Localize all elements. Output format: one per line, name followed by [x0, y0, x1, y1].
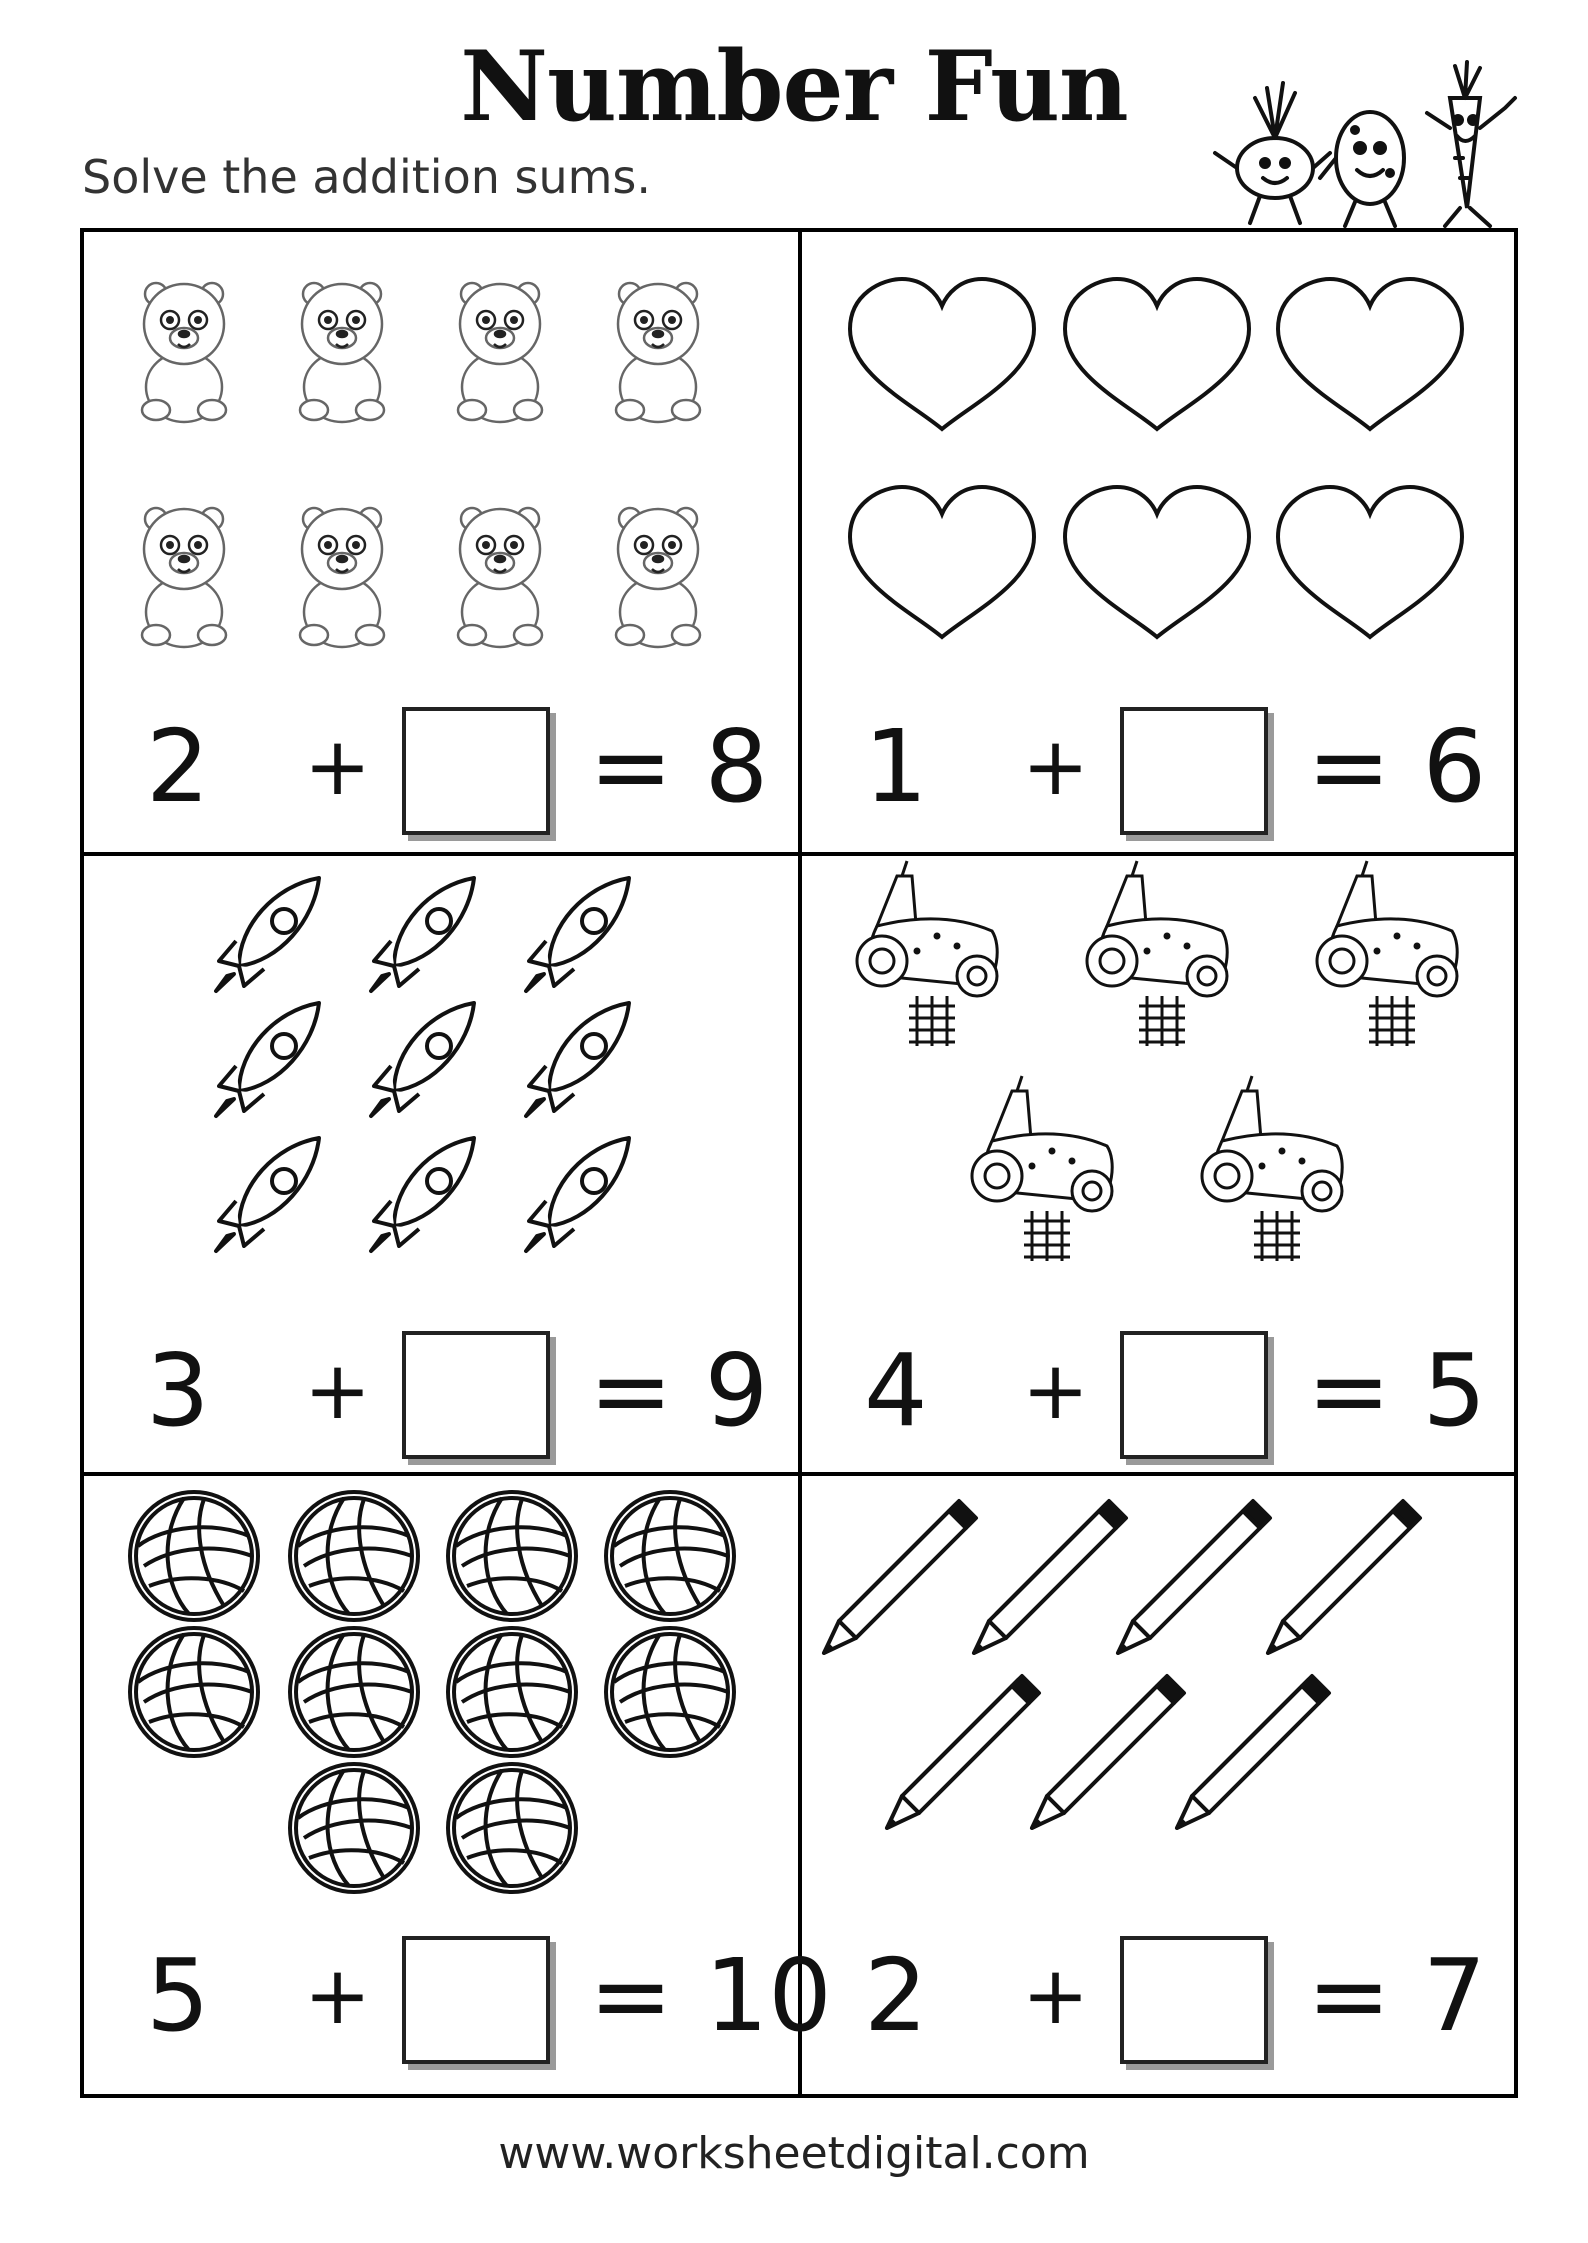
volleyball-icon: [448, 1764, 576, 1892]
heart-icon: [850, 487, 1034, 637]
answer-box[interactable]: [402, 707, 550, 835]
problem-3: [84, 856, 799, 1476]
volleyball-icon: [130, 1628, 258, 1756]
sum: = 7: [1307, 1937, 1487, 2054]
problem-5: [84, 1476, 832, 2096]
volleyball-icon: [290, 1492, 418, 1620]
vegetable-mascots-icon: [1205, 58, 1535, 228]
sum: = 10: [589, 1937, 832, 2054]
volleyball-icon: [290, 1628, 418, 1756]
answer-box[interactable]: [402, 1936, 550, 2064]
problem-1: [84, 232, 799, 852]
volleyball-group: [84, 1476, 799, 1936]
problem-grid: [80, 228, 1518, 2098]
instructions: Solve the addition sums.: [82, 150, 652, 204]
heart-icon: [1065, 487, 1249, 637]
plus-sign: +: [304, 1344, 372, 1437]
spring-rider-icon: [857, 861, 997, 1046]
sum: = 5: [1307, 1332, 1487, 1449]
rocket-icon: [526, 878, 629, 991]
equation: [802, 687, 1517, 847]
sum: = 9: [589, 1332, 769, 1449]
addend: 2: [864, 1937, 928, 2054]
volleyball-icon: [606, 1492, 734, 1620]
pencil-icon: [1177, 1676, 1329, 1828]
rocket-icon: [526, 1138, 629, 1251]
heart-group: [802, 232, 1517, 692]
volleyball-icon: [606, 1628, 734, 1756]
rocket-icon: [371, 1003, 474, 1116]
pencil-icon: [1268, 1501, 1420, 1653]
rocket-icon: [371, 878, 474, 991]
equation: [84, 687, 799, 847]
pencil-icon: [824, 1501, 976, 1653]
spring-rider-icon: [1317, 861, 1457, 1046]
pencil-icon: [974, 1501, 1126, 1653]
bear-group: [84, 232, 799, 692]
heart-icon: [850, 279, 1034, 429]
pencil-icon: [1118, 1501, 1270, 1653]
problem-6: [802, 1476, 1517, 2096]
rocket-icon: [216, 1138, 319, 1251]
rocket-icon: [216, 878, 319, 991]
volleyball-icon: [130, 1492, 258, 1620]
addend: 2: [146, 708, 210, 825]
bear-icon: [616, 508, 700, 647]
heart-icon: [1065, 279, 1249, 429]
plus-sign: +: [1022, 1344, 1090, 1437]
plus-sign: +: [304, 720, 372, 813]
spring-rider-group: [802, 856, 1517, 1316]
addend: 4: [864, 1332, 928, 1449]
volleyball-icon: [448, 1492, 576, 1620]
equation: [84, 1311, 799, 1471]
equation: [84, 1916, 832, 2076]
volleyball-icon: [290, 1764, 418, 1892]
plus-sign: +: [1022, 720, 1090, 813]
addend: 3: [146, 1332, 210, 1449]
answer-box[interactable]: [1120, 707, 1268, 835]
pencil-icon: [887, 1676, 1039, 1828]
plus-sign: +: [1022, 1949, 1090, 2042]
bear-icon: [458, 283, 542, 422]
equation: [802, 1916, 1517, 2076]
addend: 5: [146, 1937, 210, 2054]
rocket-icon: [216, 1003, 319, 1116]
bear-icon: [142, 283, 226, 422]
heart-icon: [1278, 487, 1462, 637]
answer-box[interactable]: [1120, 1936, 1268, 2064]
rocket-group: [84, 856, 799, 1316]
bear-icon: [300, 283, 384, 422]
bear-icon: [300, 508, 384, 647]
rocket-icon: [371, 1138, 474, 1251]
answer-box[interactable]: [402, 1331, 550, 1459]
pencil-icon: [1032, 1676, 1184, 1828]
volleyball-icon: [448, 1628, 576, 1756]
equation: [802, 1311, 1517, 1471]
problem-2: [802, 232, 1517, 852]
footer-url: www.worksheetdigital.com: [498, 2128, 1090, 2179]
bear-icon: [458, 508, 542, 647]
problem-4: [802, 856, 1517, 1476]
addend: 1: [864, 708, 928, 825]
spring-rider-icon: [1202, 1076, 1342, 1261]
bear-icon: [616, 283, 700, 422]
bear-icon: [142, 508, 226, 647]
answer-box[interactable]: [1120, 1331, 1268, 1459]
spring-rider-icon: [1087, 861, 1227, 1046]
sum: = 8: [589, 708, 769, 825]
sum: = 6: [1307, 708, 1487, 825]
heart-icon: [1278, 279, 1462, 429]
page-title: Number Fun: [460, 30, 1128, 143]
pencil-group: [802, 1476, 1517, 1936]
plus-sign: +: [304, 1949, 372, 2042]
spring-rider-icon: [972, 1076, 1112, 1261]
rocket-icon: [526, 1003, 629, 1116]
